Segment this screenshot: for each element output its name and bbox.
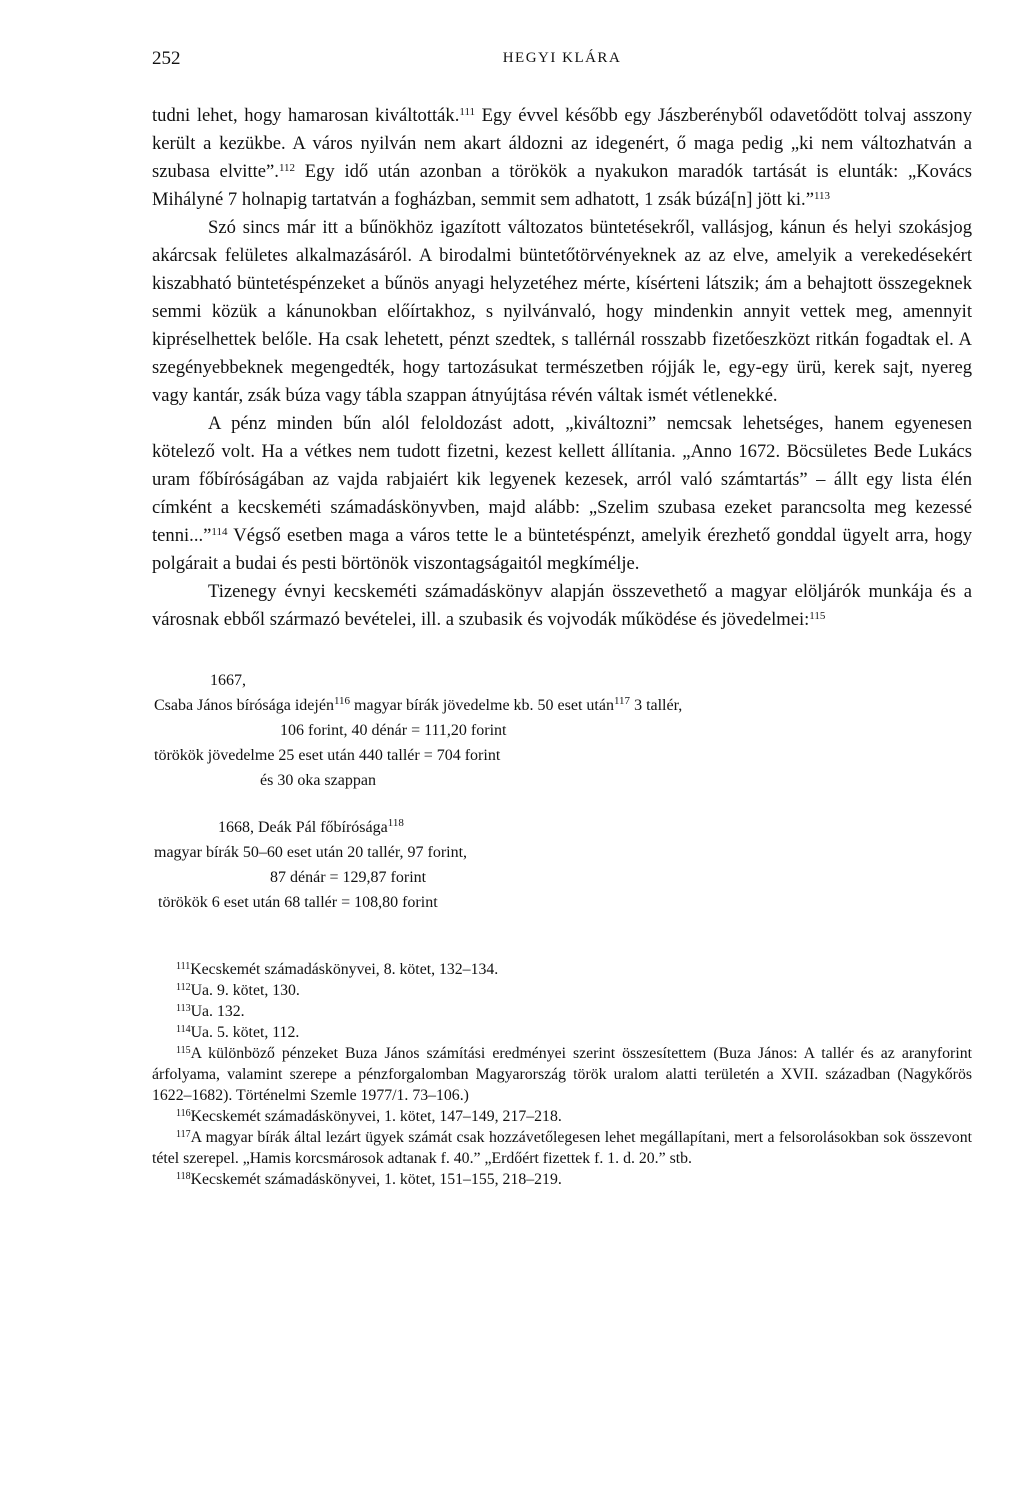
footnote <box>152 1022 972 1043</box>
footnote-ref: 112 <box>278 162 296 174</box>
footnote <box>152 980 972 1001</box>
footnote-number: 113 <box>176 1003 191 1014</box>
footnote-text: A különböző pénzeket Buza János számítási eredményei szerint összesítettem (Buza János: A tallér és az aranyforint árfolyama, valamint szerepe a pénzforgalomban Magyarország török uralom alatti területén a XVII. században (Nagykőrös 1622–1682). Történelmi Szemle 1977/1. 73–106.) <box>152 1045 972 1104</box>
table-line: 87 dénár = 129,87 forint <box>270 869 427 886</box>
table-line: és 30 oka szappan <box>260 772 376 789</box>
paragraph <box>152 214 972 410</box>
text-span: Egy idő után azonban a törökök a nyakukon maradók tartását is elunták: „Kovács Mihályné 7 holnapig tartatván a fogházban, semmit sem adhatott, 1 zsák búzá[n] jött ki.” <box>152 161 973 210</box>
footnote-ref: 116 <box>333 695 351 707</box>
footnote-ref: 114 <box>211 526 228 538</box>
footnote-text: Ua. 132. <box>190 1003 245 1020</box>
spacer <box>152 793 972 815</box>
text-span: 1668, Deák Pál főbírósága <box>218 819 388 836</box>
footnote-number: 111 <box>176 961 191 972</box>
paragraph <box>152 410 972 578</box>
footnote-text: Kecskemét számadáskönyvei, 1. kötet, 151–155, 218–219. <box>190 1171 562 1188</box>
text-span: magyar bírák jövedelme kb. 50 eset után <box>350 697 614 714</box>
year-heading: 1667, <box>210 672 246 689</box>
footnote-number: 117 <box>176 1129 191 1140</box>
footnote-number: 118 <box>176 1171 191 1182</box>
table-line: magyar bírák 50–60 eset után 20 tallér, 97 forint, <box>154 844 468 861</box>
table-line: törökök jövedelme 25 eset után 440 tallér = 704 forint <box>154 747 501 764</box>
text-span: Végső esetben maga a város tette le a büntetéspénzt, amelyik érezhető gonddal ügyelt arra, hogy polgárait a budai és pesti börtönök viszontagságaitól megkímélje. <box>152 525 972 574</box>
text-span: Tizenegy évnyi kecskeméti számadáskönyv alapján összevethető a magyar elöljárók munkája és a városnak ebből származó bevételei, ill. a szubasik és vojvodák működése és jövedelmei: <box>152 581 972 630</box>
footnotes <box>152 959 972 1190</box>
footnote-number: 112 <box>176 982 191 993</box>
text-span: A pénz minden bűn alól feloldozást adott, „kiváltozni” nemcsak lehetséges, hanem egyenesen kötelező volt. Ha a vétkes nem tudott fizetni, kezest kellett állítania. „Anno 1672. Böcsületes Bede Lukács uram főbíróságában az vajda rabjaiért kik legyenek kezesek, arról való számtartás” – állt egy lista élén címként a kecskeméti számadáskönyvben, majd alább: „Szelim szubasa ezeket parancsolta meg kezessé tenni...” <box>152 413 972 546</box>
footnote-text: Ua. 9. kötet, 130. <box>190 982 300 999</box>
footnote-text: Kecskemét számadáskönyvei, 8. kötet, 132–134. <box>190 961 499 978</box>
footnote <box>152 1106 972 1127</box>
footnote <box>152 1127 972 1169</box>
text-span: Szó sincs már itt a bűnökhöz igazított változatos büntetésekről, vallásjog, kánun és helyi szokásjog akárcsak felületes alkalmazásáról. A birodalmi büntetőtörvényeknek az az elve, amelyik a verekedésekért kiszabható büntetéspénzeket a bűnös anyagi helyzetéhez mérte, kísérteni látszik; ám a behajtott összegeknek semmi közük a kánunokban előírtakhoz, s nyilvánvaló, hogy mindenkin annyit vettek meg, amennyit kipréselhettek belőle. Ha csak lehetett, pénzt szedtek, s tallérnál rosszabb fizetőeszközt ritkán fogadtak el. A szegényebbeknek megengedték, hogy tartozásukat természetben rójják le, egy-egy ürü, kerek sajt, nyereg vagy kantár, zsák búza vagy tábla szappan átnyújtása révén váltak ismét vétlenekké. <box>152 217 972 406</box>
income-comparison <box>152 668 972 915</box>
footnote <box>152 1001 972 1022</box>
footnote <box>152 1043 972 1106</box>
footnote <box>152 959 972 980</box>
table-line: törökök 6 eset után 68 tallér = 108,80 forint <box>158 894 438 911</box>
footnote-number: 114 <box>176 1024 191 1035</box>
book-page <box>152 48 972 1190</box>
body-text <box>152 102 972 634</box>
footnote-number: 116 <box>176 1108 191 1119</box>
text-span: Egy évvel később egy Jászberényből odavetődött tolvaj asszony került a kezükbe. A város nyilván nem akart áldozni az idegenért, ő maga pedig „ki nem változhatván a szubasa elvitte”. <box>152 105 973 182</box>
page-number: 252 <box>152 48 181 69</box>
table-line: 106 forint, 40 dénár = 111,20 forint <box>280 722 507 739</box>
footnote-ref: 115 <box>809 610 826 622</box>
paragraph <box>152 102 972 214</box>
page-header <box>152 48 972 84</box>
footnote-text: A magyar bírák által lezárt ügyek számát csak hozzávetőlegesen lehet megállapítani, mert a felsorolásokban sok összevont tétel szerepel. „Hamis korcsmárosok adtanak f. 40.” „Erdőért fizettek f. 1. d. 20.” stb. <box>152 1129 972 1167</box>
running-title: HEGYI KLÁRA <box>502 50 622 66</box>
text-span: 3 tallér, <box>630 697 683 714</box>
footnote-ref: 111 <box>459 106 476 118</box>
year-heading <box>152 815 972 840</box>
footnote-ref: 113 <box>813 190 831 202</box>
footnote-text: Kecskemét számadáskönyvei, 1. kötet, 147–149, 217–218. <box>190 1108 562 1125</box>
footnote-text: Ua. 5. kötet, 112. <box>190 1024 300 1041</box>
text-span: tudni lehet, hogy hamarosan kiváltották. <box>152 105 460 126</box>
paragraph <box>152 578 972 634</box>
footnote-ref: 118 <box>387 817 404 829</box>
text-span: Csaba János bírósága idején <box>154 697 334 714</box>
footnote-number: 115 <box>176 1045 191 1056</box>
footnote <box>152 1169 972 1190</box>
footnote-ref: 117 <box>613 695 631 707</box>
table-line <box>152 693 972 718</box>
